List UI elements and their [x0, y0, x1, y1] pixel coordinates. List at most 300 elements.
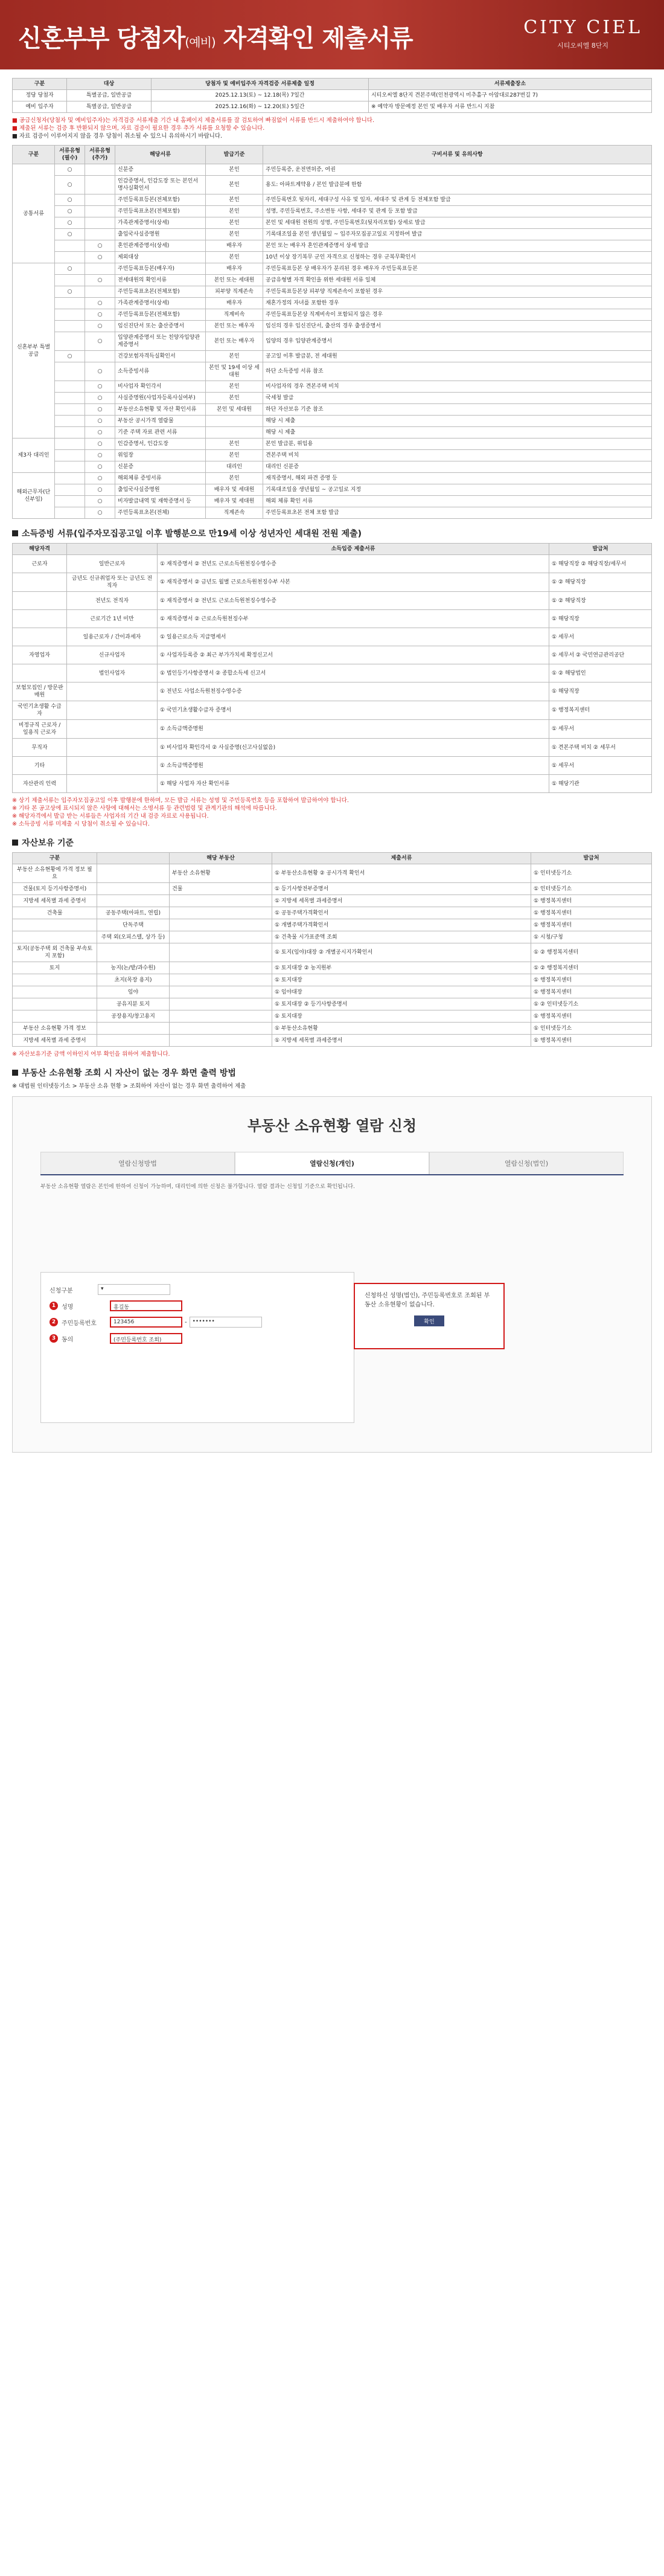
registry-description: 부동산 소유현황 열람은 본인에 한하여 신청이 가능하며, 대리인에 의한 신청은 불가합니다. 열람 결과는 신청일 기준으로 확인됩니다.	[40, 1184, 355, 1190]
note-line: ※ 소득증빙 서류 미제출 시 당첨이 취소될 수 있습니다.	[12, 821, 150, 827]
issue-basis: 본인	[206, 206, 263, 217]
id-input[interactable]: 123456	[110, 1317, 182, 1328]
issue-basis: 본인	[206, 381, 263, 393]
income-row	[13, 664, 652, 683]
document-notes: 성명, 주민등록번호, 주소변동 사항, 세대주 및 관계 등 포함 발급	[263, 206, 652, 217]
assets-row	[13, 883, 652, 895]
documents-row	[13, 427, 652, 438]
schedule-cell: 예비 입주자	[13, 101, 67, 113]
income-row	[13, 628, 652, 646]
documents-row	[13, 298, 652, 309]
required-mark: ○	[55, 206, 85, 217]
additional-mark: ○	[85, 309, 115, 321]
documents-row	[13, 240, 652, 252]
assets-subcategory: 공동주택(아파트, 연립)	[97, 907, 170, 919]
income-subcategory	[67, 683, 158, 701]
assets-category	[13, 986, 97, 998]
registry-title: 부동산 소유현황 열람 신청	[247, 1117, 417, 1134]
document-name: 신분증	[115, 461, 206, 473]
assets-issuer: ① 행정복지센터	[531, 986, 652, 998]
document-name: 인감증명서, 인감도장 또는 본인서명사실확인서	[115, 176, 206, 194]
income-subcategory	[67, 757, 158, 775]
issue-basis: 피부양 직계존속	[206, 286, 263, 298]
assets-issuer: ① 행정복지센터	[531, 895, 652, 907]
additional-mark: ○	[85, 362, 115, 381]
required-mark	[55, 416, 85, 427]
income-documents: ① 해당 사업자 자산 확인서류	[158, 775, 549, 793]
documents-row	[13, 473, 652, 484]
document-name: 비사업자 확인각서	[115, 381, 206, 393]
document-name: 주민등록표등본(전체포함)	[115, 194, 206, 206]
registry-tabs	[40, 1152, 624, 1175]
income-subcategory: 일용근로자 / 간이과세자	[67, 628, 158, 646]
additional-mark: ○	[85, 393, 115, 404]
additional-mark: ○	[85, 450, 115, 461]
income-documents: ① 소득금액증명원	[158, 757, 549, 775]
income-category: 기타	[13, 757, 67, 775]
documents-row	[13, 275, 652, 286]
assets-property	[170, 895, 272, 907]
required-mark: ○	[55, 263, 85, 275]
additional-mark: ○	[85, 438, 115, 450]
tab-personal[interactable]: 열람신청(개인)	[235, 1152, 429, 1174]
documents-group: 공통서류	[13, 164, 55, 263]
income-issuer: ① 해당기관	[549, 775, 652, 793]
document-name: 소득증빙서류	[115, 362, 206, 381]
assets-category	[13, 998, 97, 1010]
id-input-2[interactable]: •••••••	[190, 1317, 262, 1328]
assets-subcategory	[97, 895, 170, 907]
assets-issuer: ① ② 행정복지센터	[531, 943, 652, 962]
document-name: 출입국사실증명원	[115, 484, 206, 496]
issue-basis: 본인	[206, 351, 263, 362]
documents-row	[13, 496, 652, 507]
schedule-header: 구분	[13, 79, 67, 90]
title-main: 신혼부부 당첨자	[18, 25, 185, 53]
required-mark	[55, 393, 85, 404]
income-category: 보험모집인 / 방문판매원	[13, 683, 67, 701]
assets-documents: ① 토지대장	[272, 1010, 531, 1023]
document-name: 인감증명서, 인감도장	[115, 438, 206, 450]
section-income-title	[12, 527, 652, 539]
assets-documents: ① 토지대장	[272, 974, 531, 986]
schedule-cell: 정당 당첨자	[13, 90, 67, 101]
assets-category: 건축물	[13, 907, 97, 919]
income-subcategory	[67, 739, 158, 757]
form-label: 성명	[62, 1303, 74, 1311]
document-name: 주민등록표초본(전체)	[115, 507, 206, 519]
assets-subcategory	[97, 943, 170, 962]
required-mark	[55, 381, 85, 393]
income-category: 자영업자	[13, 646, 67, 664]
assets-issuer: ① 인터넷등기소	[531, 1023, 652, 1035]
document-notes: 공급유형별 자격 확인을 위한 세대원 서류 일체	[263, 275, 652, 286]
income-category	[13, 628, 67, 646]
document-name: 가족관계증명서(상세)	[115, 298, 206, 309]
required-mark	[55, 496, 85, 507]
income-row	[13, 592, 652, 610]
document-name: 주민등록표등본(전체포함)	[115, 309, 206, 321]
note-line: ■ 자료 검증이 이루어지지 않을 경우 당첨이 취소될 수 있으니 유의하시기 바랍니다.	[12, 133, 223, 140]
document-notes: 본인 발급분, 위임용	[263, 438, 652, 450]
popup-confirm-button[interactable]: 확인	[414, 1315, 444, 1326]
title-suffix: 자격확인 제출서류	[215, 25, 413, 53]
assets-header: 제출서류	[272, 853, 531, 864]
documents-header: 발급기준	[206, 146, 263, 164]
income-subcategory: 신규사업자	[67, 646, 158, 664]
required-mark: ○	[55, 164, 85, 176]
income-subcategory	[67, 775, 158, 793]
income-subcategory: 근로기간 1년 미만	[67, 610, 158, 628]
income-row	[13, 555, 652, 573]
income-row	[13, 739, 652, 757]
income-category: 자산관리 인력	[13, 775, 67, 793]
assets-issuer: ① 인터넷등기소	[531, 883, 652, 895]
document-notes: 해당 시 제출	[263, 416, 652, 427]
documents-row	[13, 252, 652, 263]
hero-banner	[0, 0, 664, 69]
document-notes: 입양의 경우 입양관계증명서	[263, 332, 652, 351]
assets-header: 구분	[13, 853, 97, 864]
assets-issuer: ① 행정복지센터	[531, 1035, 652, 1047]
document-notes: 본인 및 세대원 전원의 성명, 주민등록번호(뒷자리포함) 상세로 발급	[263, 217, 652, 229]
document-name: 위임장	[115, 450, 206, 461]
name-input[interactable]: 홍길동	[110, 1300, 182, 1311]
assets-documents: ① 지방세 세목별 과세증명서	[272, 1035, 531, 1047]
document-name: 기준 주택 자료 관련 서류	[115, 427, 206, 438]
assets-property	[170, 919, 272, 931]
assets-header: 발급처	[531, 853, 652, 864]
income-row	[13, 683, 652, 701]
step-1-badge: 1	[49, 1302, 58, 1310]
income-subcategory	[67, 701, 158, 720]
popup-message: 신청하신 성명(법인), 주민등록번호로 조회된 부동산 소유현황이 없습니다.	[365, 1293, 490, 1308]
additional-mark: ○	[85, 416, 115, 427]
documents-row	[13, 404, 652, 416]
step-2-badge: 2	[49, 1318, 58, 1326]
assets-subcategory: 초지(목장 용지)	[97, 974, 170, 986]
additional-mark: ○	[85, 321, 115, 332]
additional-mark: ○	[85, 381, 115, 393]
print-notes	[12, 1082, 652, 1090]
required-mark	[55, 252, 85, 263]
documents-row	[13, 229, 652, 240]
assets-subcategory: 주택 외(오피스텔, 상가 등)	[97, 931, 170, 943]
additional-mark	[85, 229, 115, 240]
document-name: 신분증	[115, 164, 206, 176]
assets-row	[13, 962, 652, 974]
assets-category: 지방세 세목별 과세 증명서	[13, 1035, 97, 1047]
documents-row	[13, 286, 652, 298]
required-mark	[55, 240, 85, 252]
assets-property	[170, 1010, 272, 1023]
assets-row	[13, 974, 652, 986]
issue-basis: 배우자 및 세대원	[206, 496, 263, 507]
schedule-row	[13, 101, 652, 113]
dash-separator: -	[185, 1319, 187, 1326]
section-title-text: 부동산 소유현황 조회 시 자산이 없는 경우 화면 출력 방법	[22, 1068, 236, 1078]
registry-form	[40, 1272, 354, 1423]
document-name: 제외대상	[115, 252, 206, 263]
assets-property	[170, 943, 272, 962]
issue-basis	[206, 427, 263, 438]
assets-issuer: ① ② 인터넷등기소	[531, 998, 652, 1010]
brand-sub: 시티오씨엘 8단지	[557, 42, 609, 50]
issue-basis: 직계존속	[206, 507, 263, 519]
document-name: 부동산 공시가격 열람물	[115, 416, 206, 427]
document-notes: 하단 자산보유 기준 참조	[263, 404, 652, 416]
additional-mark: ○	[85, 240, 115, 252]
income-issuer: ① 해당직장	[549, 683, 652, 701]
income-documents: ① 전년도 사업소득원천징수영수증	[158, 683, 549, 701]
assets-subcategory: 공유지분 토지	[97, 998, 170, 1010]
form-label: 신청구분	[49, 1287, 73, 1294]
documents-table	[12, 145, 652, 519]
document-notes: 해외 체류 확인 서류	[263, 496, 652, 507]
required-mark	[55, 362, 85, 381]
income-documents: ① 재직증명서 ② 근로소득원천징수부	[158, 610, 549, 628]
assets-subcategory	[97, 1035, 170, 1047]
assets-documents: ① 토지대장 ② 농지원부	[272, 962, 531, 974]
assets-category: 토지	[13, 962, 97, 974]
form-row	[49, 1284, 345, 1295]
required-mark: ○	[55, 351, 85, 362]
schedule-row	[13, 90, 652, 101]
document-notes: 10년 이상 장기복무 군인 자격으로 신청하는 경우 군복무확인서	[263, 252, 652, 263]
document-notes: 견본주택 비치	[263, 450, 652, 461]
assets-issuer: ① 인터넷등기소	[531, 864, 652, 883]
income-documents: ① 재직증명서 ② 전년도 근로소득원천징수영수증	[158, 555, 549, 573]
documents-row	[13, 194, 652, 206]
income-subcategory	[67, 720, 158, 739]
assets-subcategory: 단독주택	[97, 919, 170, 931]
form-row	[49, 1333, 345, 1344]
income-category: 근로자	[13, 555, 67, 573]
document-notes: 비사업자의 경우 견본주택 비치	[263, 381, 652, 393]
section-assets-title	[12, 837, 652, 849]
assets-documents: ① 개별주택가격확인서	[272, 919, 531, 931]
issue-basis: 본인	[206, 164, 263, 176]
assets-documents: ① 부동산소유현황 ② 공시가격 확인서	[272, 864, 531, 883]
additional-mark	[85, 206, 115, 217]
document-name: 주민등록표초본(전체포함)	[115, 206, 206, 217]
income-documents: ① 사업자등록증 ② 최근 부가가치세 확정신고서	[158, 646, 549, 664]
required-mark	[55, 332, 85, 351]
issue-basis: 본인	[206, 217, 263, 229]
note-line: ■ 제출된 서류는 검증 후 반환되지 않으며, 자료 검증이 필요한 경우 추가 서류를 요청할 수 있습니다.	[12, 125, 265, 132]
documents-row	[13, 351, 652, 362]
additional-mark	[85, 176, 115, 194]
additional-mark	[85, 351, 115, 362]
document-notes: 기록대조일을 본인 생년월일 ~ 입주자모집공고일로 지정하여 발급	[263, 229, 652, 240]
documents-row	[13, 164, 652, 176]
assets-row	[13, 943, 652, 962]
document-name: 주민등록표등본(배우자)	[115, 263, 206, 275]
form-label: 동의	[62, 1336, 74, 1343]
issue-basis	[206, 416, 263, 427]
documents-row	[13, 450, 652, 461]
schedule-table	[12, 78, 652, 113]
assets-subcategory	[97, 1023, 170, 1035]
required-mark: ○	[55, 286, 85, 298]
required-mark: ○	[55, 194, 85, 206]
assets-documents: ① 부동산소유현황	[272, 1023, 531, 1035]
income-category: 무직자	[13, 739, 67, 757]
form-label: 주민등록번호	[62, 1320, 97, 1327]
note-line: ■ 공급신청자(당첨자 및 예비입주자)는 자격검증 서류제출 기간 내 홈페이지 제출서류를 잘 검토하여 빠짐없이 서류를 반드시 제출하여야 합니다.	[12, 117, 374, 124]
assets-row	[13, 1010, 652, 1023]
income-subcategory: 법인사업자	[67, 664, 158, 683]
assets-documents: ① 토지대장 ② 등기사항증명서	[272, 998, 531, 1010]
income-issuer: ① 견본주택 비치 ② 세무서	[549, 739, 652, 757]
section-print-title	[12, 1067, 652, 1079]
income-issuer: ① ② 해당법인	[549, 664, 652, 683]
assets-category: 부동산 소유현황에 가격 정보 필요	[13, 864, 97, 883]
document-notes: 하단 소득증빙 서류 참조	[263, 362, 652, 381]
required-mark: ○	[55, 229, 85, 240]
documents-header: 구비서류 및 유의사항	[263, 146, 652, 164]
documents-row	[13, 217, 652, 229]
income-issuer: ① 세무서	[549, 720, 652, 739]
assets-row	[13, 864, 652, 883]
income-category	[13, 610, 67, 628]
documents-row	[13, 332, 652, 351]
document-notes: 주민등록표등본상 직계비속이 포함되지 않은 경우	[263, 309, 652, 321]
assets-category	[13, 974, 97, 986]
assets-row	[13, 986, 652, 998]
additional-mark: ○	[85, 473, 115, 484]
section-marker-icon	[12, 840, 18, 846]
document-notes: 기록대조일을 생년월일 ~ 공고일로 지정	[263, 484, 652, 496]
document-notes: 주민등록표등본 상 배우자가 분리된 경우 배우자 주민등록표등본	[263, 263, 652, 275]
issue-basis: 본인	[206, 194, 263, 206]
required-mark	[55, 427, 85, 438]
document-notes: 주민등록표초본 전체 포함 발급	[263, 507, 652, 519]
additional-mark	[85, 286, 115, 298]
issue-basis: 본인 또는 세대원	[206, 275, 263, 286]
additional-mark: ○	[85, 484, 115, 496]
tab-method[interactable]: 열람신청방법	[40, 1152, 235, 1174]
additional-mark: ○	[85, 332, 115, 351]
assets-row	[13, 931, 652, 943]
assets-property	[170, 1035, 272, 1047]
schedule-cell: 특별공급, 일반공급	[67, 90, 152, 101]
note-line: ※ 상기 제출서류는 입주자모집공고일 이후 발행분에 한하며, 모든 발급 서류는 성명 및 주민등록번호 등을 포함하여 발급하여야 합니다.	[12, 797, 349, 804]
tab-corporate[interactable]: 열람신청(법인)	[429, 1152, 624, 1174]
issue-basis: 본인 또는 배우자	[206, 321, 263, 332]
note-line: ※ 자산보유기준 금액 이하인지 여부 확인을 위하여 제출합니다.	[12, 1051, 170, 1058]
assets-documents: ① 공동주택가격확인서	[272, 907, 531, 919]
required-mark	[55, 507, 85, 519]
step-3-badge: 3	[49, 1334, 58, 1343]
assets-issuer: ① 행정복지센터	[531, 907, 652, 919]
additional-mark	[85, 217, 115, 229]
agree-checkbox[interactable]: (주민등록번호 조회)	[110, 1333, 182, 1344]
income-category: 비정규직 근로자 / 일용직 근로자	[13, 720, 67, 739]
additional-mark: ○	[85, 298, 115, 309]
assets-documents: ① 건축물 시가표준액 조회	[272, 931, 531, 943]
additional-mark: ○	[85, 496, 115, 507]
section-marker-icon	[12, 1070, 18, 1076]
assets-property: 건물	[170, 883, 272, 895]
assets-subcategory: 농지(논/밭/과수원)	[97, 962, 170, 974]
documents-row	[13, 362, 652, 381]
schedule-cell: 특별공급, 일반공급	[67, 101, 152, 113]
income-header: 발급처	[549, 544, 652, 555]
documents-row	[13, 176, 652, 194]
income-issuer: ① 해당직장	[549, 610, 652, 628]
documents-group: 해외근무자(단신부임)	[13, 473, 55, 519]
documents-row	[13, 393, 652, 404]
income-issuer: ① 세무서 ② 국민연금관리공단	[549, 646, 652, 664]
assets-header: 해당 부동산	[170, 853, 272, 864]
income-documents: ① 비사업자 확인각서 ② 사실증명(신고사실없음)	[158, 739, 549, 757]
schedule-header: 당첨자 및 예비입주자 자격검증 서류제출 일정	[152, 79, 369, 90]
documents-row	[13, 438, 652, 450]
document-notes: 재직증명서, 해외 파견 증명 등	[263, 473, 652, 484]
assets-issuer: ① 행정복지센터	[531, 919, 652, 931]
assets-documents: ① 토지(임야)대장 ② 개별공시지가확인서	[272, 943, 531, 962]
assets-category: 토지(공동주택 외 건축물 부속토지 포함)	[13, 943, 97, 962]
document-name: 부동산소유현황 및 자산 확인서류	[115, 404, 206, 416]
assets-subcategory: 임야	[97, 986, 170, 998]
income-row	[13, 757, 652, 775]
type-select[interactable]: ▾	[98, 1284, 170, 1295]
issue-basis: 본인 및 세대원	[206, 404, 263, 416]
assets-category: 건물(토지 등기사항증명서)	[13, 883, 97, 895]
form-row	[49, 1300, 345, 1311]
required-mark	[55, 438, 85, 450]
income-subcategory: 일반근로자	[67, 555, 158, 573]
document-notes: 주민등록표등본상 피부양 직계존속이 포함된 경우	[263, 286, 652, 298]
documents-row	[13, 206, 652, 217]
income-header: 해당자격	[13, 544, 67, 555]
assets-issuer: ① ② 행정복지센터	[531, 962, 652, 974]
section-title-text: 소득증빙 서류(입주자모집공고일 이후 발행분으로 만19세 이상 성년자인 세대원 전원 제출)	[22, 529, 362, 539]
additional-mark: ○	[85, 461, 115, 473]
form-row	[49, 1317, 345, 1328]
assets-row	[13, 907, 652, 919]
issue-basis: 배우자	[206, 240, 263, 252]
income-documents: ① 법인등기사항증명서 ② 종합소득세 신고서	[158, 664, 549, 683]
income-row	[13, 646, 652, 664]
issue-basis: 본인	[206, 473, 263, 484]
document-name: 비자발급내역 및 재학증명서 등	[115, 496, 206, 507]
income-documents: ① 재직증명서 ② 전년도 근로소득원천징수영수증	[158, 592, 549, 610]
issue-basis: 본인	[206, 252, 263, 263]
issue-basis: 본인	[206, 176, 263, 194]
income-row	[13, 701, 652, 720]
issue-basis: 본인	[206, 393, 263, 404]
additional-mark	[85, 194, 115, 206]
assets-subcategory	[97, 864, 170, 883]
document-name: 입양관계증명서 또는 친양자입양관계증명서	[115, 332, 206, 351]
income-subcategory: 금년도 신규취업자 또는 금년도 전직자	[67, 573, 158, 592]
required-mark	[55, 484, 85, 496]
documents-row	[13, 461, 652, 473]
documents-group: 제3자 대리인	[13, 438, 55, 473]
document-name: 임신진단서 또는 출산증명서	[115, 321, 206, 332]
additional-mark: ○	[85, 507, 115, 519]
document-notes: 용도: 아파트계약용 / 본인 발급분에 한함	[263, 176, 652, 194]
schedule-header: 대상	[67, 79, 152, 90]
documents-row	[13, 507, 652, 519]
schedule-header: 서류제출장소	[369, 79, 652, 90]
income-documents: ① 일용근로소득 지급명세서	[158, 628, 549, 646]
required-mark	[55, 461, 85, 473]
documents-row	[13, 309, 652, 321]
issue-basis: 배우자	[206, 298, 263, 309]
